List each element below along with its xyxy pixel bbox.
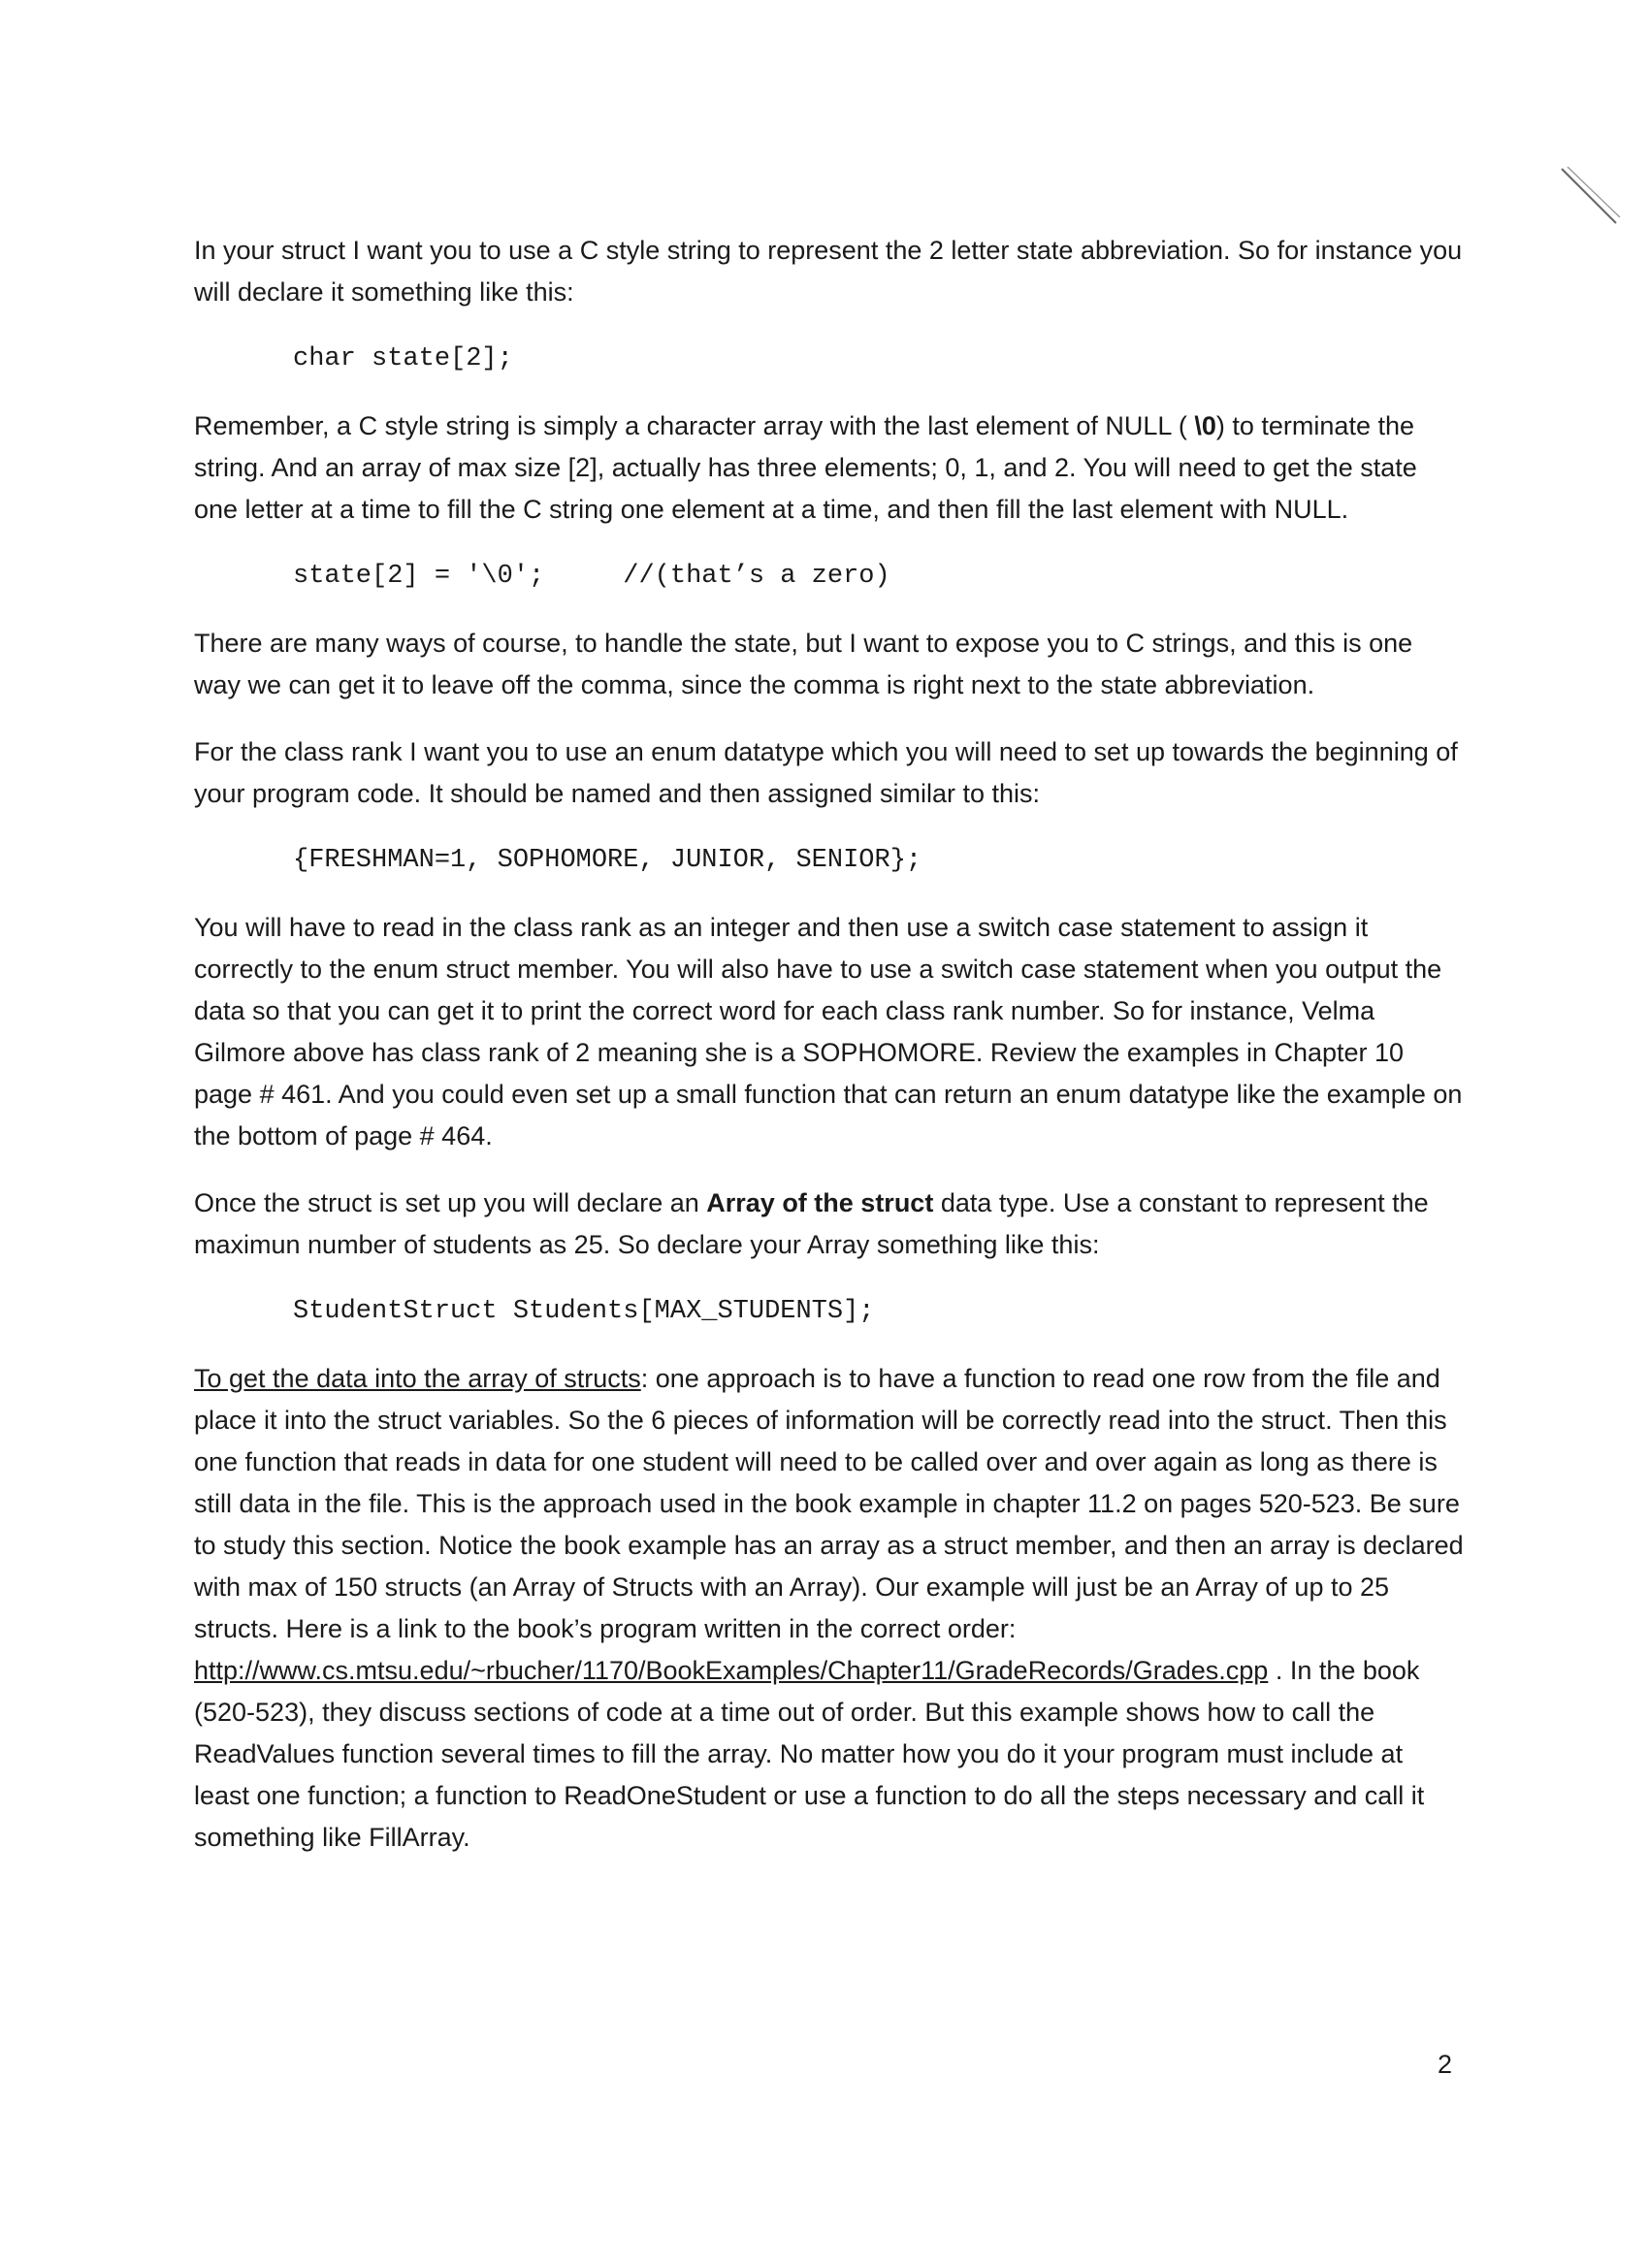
bold-array-of-struct: Array of the struct: [706, 1188, 934, 1217]
paragraph-array-of-struct: [194, 1183, 1465, 1266]
paragraph-text: There are many ways of course, to handle the state, but I want to expose you to C strings, and this is one way we can get it to leave off the comma, since the comma is right next to the state abbreviation.: [194, 629, 1413, 699]
staple-mark: [1558, 165, 1622, 229]
page-number: 2: [1438, 2050, 1453, 2079]
paragraph-text: You will have to read in the class rank as an integer and then use a switch case statement to assign it correctly to the enum struct member. You will also have to use a switch case statement when you output the data so that you can get it to print the correct word for each class rank number. So for instance, Velma Gilmore above has class rank of 2 meaning she is a SOPHOMORE. Review the examples in Chapter 10 page # 461. And you could even set up a small function that can return an enum datatype like the example on the bottom of page # 464.: [194, 913, 1463, 1150]
paragraph-class-rank-enum: [194, 731, 1465, 815]
code-char-state: char state[2];: [293, 344, 513, 373]
paragraph-get-data-into-array: [194, 1358, 1465, 1859]
document-body: [194, 230, 1465, 1884]
paragraph-handle-state: [194, 623, 1465, 706]
book-program-link[interactable]: http://www.cs.mtsu.edu/~rbucher/1170/BookExamples/Chapter11/GradeRecords/Grades.cpp: [194, 1656, 1269, 1685]
paragraph-state-string: [194, 230, 1465, 313]
paragraph-text: Remember, a C style string is simply a character array with the last element of NULL (: [194, 411, 1195, 440]
paragraph-text: data type. Use a constant to represent the maximun number of students as 25. So declare your Array something like this:: [194, 1188, 1429, 1259]
paragraph-text: For the class rank I want you to use an enum datatype which you will need to set up towards the beginning of your program code. It should be named and then assigned similar to this:: [194, 737, 1458, 808]
paragraph-c-string-null: [194, 405, 1465, 531]
code-enum-values: {FRESHMAN=1, SOPHOMORE, JUNIOR, SENIOR};: [293, 846, 922, 875]
paragraph-text: In your struct I want you to use a C style string to represent the 2 letter state abbreviation. So for instance you will declare it something like this:: [194, 236, 1463, 307]
paragraph-text: ) to terminate the string. And an array of max size [2], actually has three elements; 0, 1, and 2. You will need to get the state one letter at a time to fill the C string one element at a time, and then fill the last element with NULL.: [194, 411, 1417, 524]
paragraph-switch-case: [194, 907, 1465, 1157]
underlined-heading: To get the data into the array of structs: [194, 1364, 641, 1393]
paragraph-text: Once the struct is set up you will declare an: [194, 1188, 707, 1217]
bold-null-char: \0: [1194, 411, 1216, 440]
paragraph-text: : one approach is to have a function to read one row from the file and place it into the struct variables. So the 6 pieces of information will be correctly read into the struct. Then this one function that reads in data for one student will need to be called over and over again as long as there is still data in the file. This is the approach used in the book example in chapter 11.2 on pages 520-523. Be sure to study this section. Notice the book example has an array as a struct member, and then an array is declared with max of 150 structs (an Array of Structs with an Array). Our example will just be an Array of up to 25 structs. Here is a link to the book’s program written in the correct order:: [194, 1364, 1464, 1643]
code-students-array: StudentStruct Students[MAX_STUDENTS];: [293, 1297, 875, 1326]
code-state-null-assign: state[2] = '\0'; //(that’s a zero): [293, 562, 890, 591]
paragraph-text: . In the book (520-523), they discuss sections of code at a time out of order. But this example shows how to call the ReadValues function several times to fill the array. No matter how you do it your program must include at least one function; a function to ReadOneStudent or use a function to do all the steps necessary and call it something like FillArray.: [194, 1656, 1425, 1852]
